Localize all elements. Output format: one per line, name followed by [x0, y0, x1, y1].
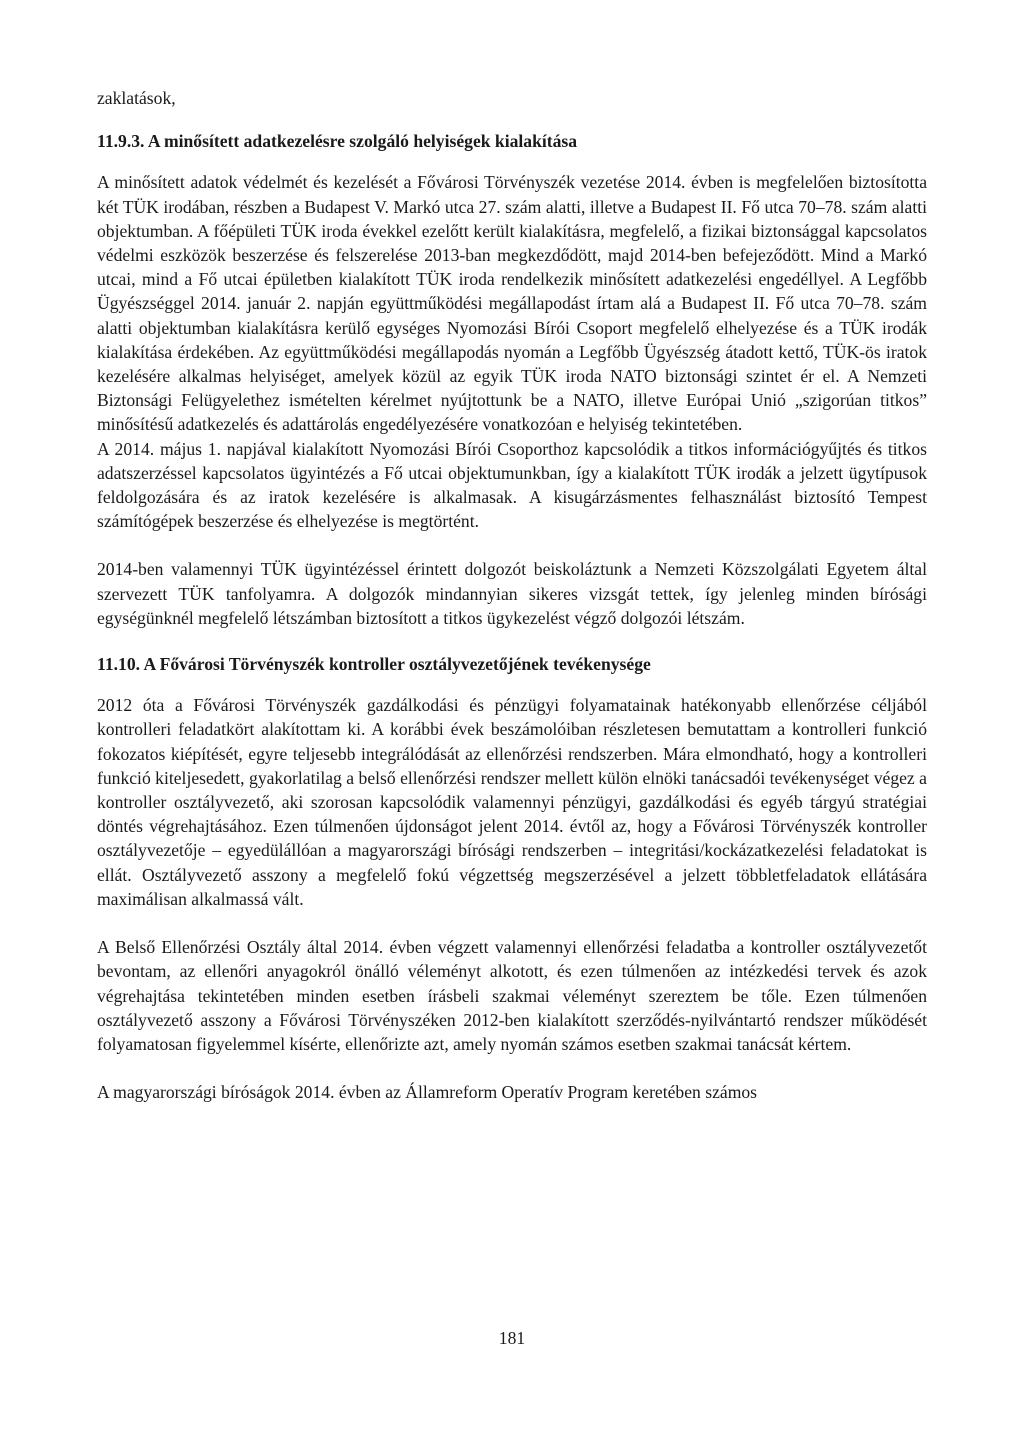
- paragraph-internal-audit: A Belső Ellenőrzési Osztály által 2014. évben végzett valamennyi ellenőrzési feladatba a kontroller osztályvezetőt bevontam, az ellenőri anyagokról önálló véleményt alkotott, és ezen túlmenően az intézkedési tervek és azok végrehajtása tekintetében minden esetben írásbeli szakmai véleményt szereztem be tőle. Ezen túlmenően osztályvezető asszony a Fővárosi Törvényszéken 2012-ben kialakított szerződés-nyilvántartó rendszer működését folyamatosan figyelemmel kísérte, ellenőrizte azt, amely nyomán számos esetben szakmai tanácsát kértem.: [97, 937, 927, 1054]
- paragraph-state-reform: A magyarországi bíróságok 2014. évben az Államreform Operatív Program keretében számos: [97, 1082, 758, 1103]
- leading-fragment: zaklatások,: [97, 88, 176, 108]
- paragraph-investigative-group: A 2014. május 1. napjával kialakított Nyomozási Bírói Csoporthoz kapcsolódik a titkos információgyűjtés és titkos adatszerzéssel kapcsolatos ügyintézés a Fő utcai objektumunkban, így a kialakított TÜK irodák a jelzett ügytípusok feldolgozására és az iratok kezelésére is alkalmasak. A kisugárzásmentes felhasználást biztosító Tempest számítógépek beszerzése és elhelyezése is megtörtént.: [97, 438, 927, 532]
- page-number: 181: [498, 1328, 526, 1348]
- document-page: [97, 86, 927, 1104]
- section-heading-11-10: 11.10. A Fővárosi Törvényszék kontroller osztályvezetőjének tevékenysége: [97, 654, 651, 675]
- paragraph-tuk-offices: A minősített adatok védelmét és kezelését a Fővárosi Törvényszék vezetése 2014. évben is megfelelően biztosította két TÜK irodában, részben a Budapest V. Markó utca 27. szám alatti, illetve a Budapest II. Fő utca 70–78. szám alatti objektumban. A főépületi TÜK iroda évekkel ezelőtt került kialakításra, megfelelő, a fizikai biztonsággal kapcsolatos védelmi eszközök beszerzése és felszerelése 2013-ban megkezdődött, majd 2014-ben befejeződött. Mind a Markó utcai, mind a Fő utcai épületben kialakított TÜK iroda rendelkezik minősített adatkezelési engedéllyel. A Legfőbb Ügyészséggel 2014. január 2. napján együttműködési megállapodást írtam alá a Budapest II. Fő utca 70–78. szám alatti objektumban kialakításra kerülő egységes Nyomozási Bírói Csoport megfelelő elhelyezése és a TÜK irodák kialakítása érdekében. Az együttműködési megállapodás nyomán a Legfőbb Ügyészség átadott kettő, TÜK-ös iratok kezelésére alkalmas helyiséget, amelyek közül az egyik TÜK iroda NATO biztonsági szintet ér el. A Nemzeti Biztonsági Felügyelethez ismételten kérelmet nyújtottunk be a NATO, illetve Európai Unió „szigorúan titkos” minősítésű adatkezelés és adattárolás engedélyezésére vonatkozóan e helyiség tekintetében.: [97, 172, 927, 435]
- paragraph-controller-role: 2012 óta a Fővárosi Törvényszék gazdálkodási és pénzügyi folyamatainak hatékonyabb ellenőrzése céljából kontrolleri feladatkört alakítottam ki. A korábbi évek beszámolóiban részletesen bemutattam a kontrolleri funkció fokozatos kiépítését, egyre teljesebb integrálódását az ellenőrzési rendszerben. Mára elmondható, hogy a kontrolleri funkció kiteljesedett, gyakorlatilag a belső ellenőrzési rendszer mellett külön elnöki tanácsadói tevékenységet végez a kontroller osztályvezető, aki szorosan kapcsolódik valamennyi pénzügyi, gazdálkodási és egyéb tárgyú stratégiai döntés végrehajtásához. Ezen túlmenően újdonságot jelent 2014. évtől az, hogy a Fővárosi Törvényszék kontroller osztályvezetője – egyedülállóan a magyarországi bírósági rendszerben – integritási/kockázatkezelési feladatokat is ellát. Osztályvezető asszony a megfelelő fokú végzettség megszerzésével a jelzett többletfeladatok ellátására maximálisan alkalmassá vált.: [97, 695, 927, 909]
- paragraph-training: 2014-ben valamennyi TÜK ügyintézéssel érintett dolgozót beiskoláztunk a Nemzeti Közszolgálati Egyetem által szervezett TÜK tanfolyamra. A dolgozók mindannyian sikeres vizsgát tettek, így jelenleg minden bírósági egységünknél megfelelő létszámban biztosított a titkos ügykezelést végző dolgozói létszám.: [97, 559, 927, 628]
- section-heading-11-9-3: 11.9.3. A minősített adatkezelésre szolgáló helyiségek kialakítása: [97, 131, 578, 152]
